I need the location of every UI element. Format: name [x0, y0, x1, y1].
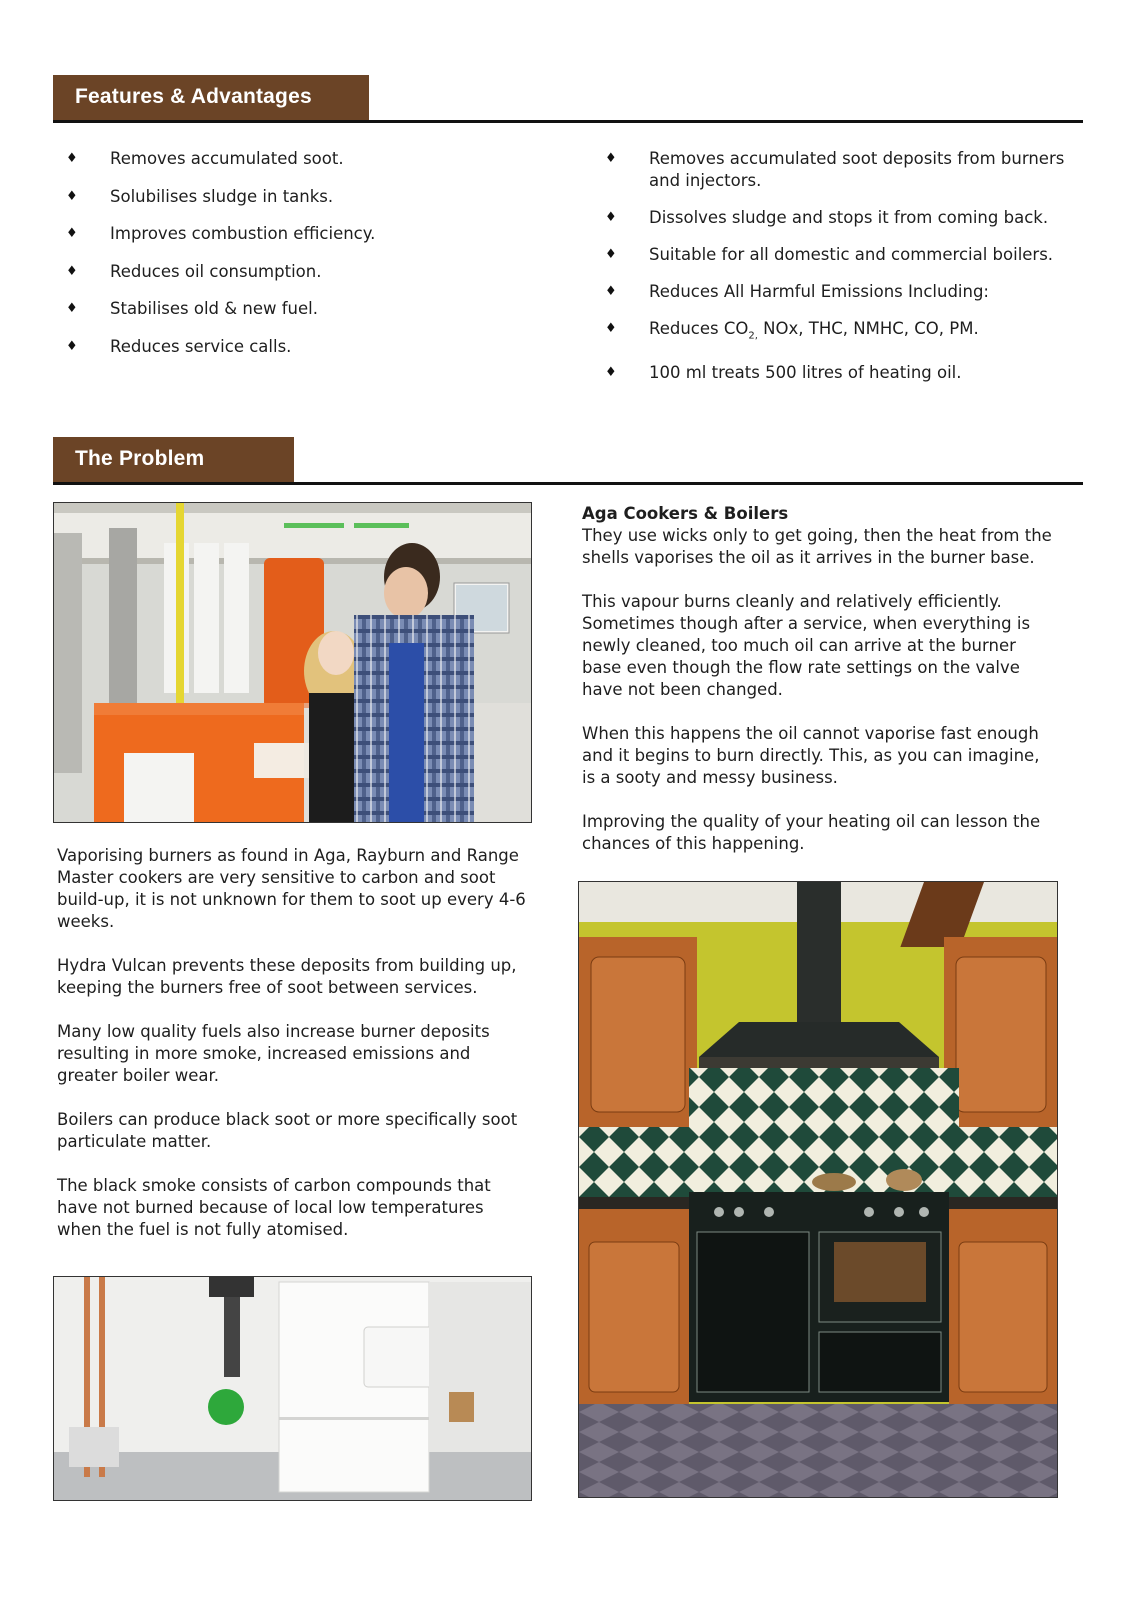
feature-text: 100 ml treats 500 litres of heating oil. [649, 363, 962, 383]
feature-text: Removes accumulated soot. [110, 149, 344, 168]
feature-item [58, 223, 528, 245]
feature-text: Reduces All Harmful Emissions Including: [649, 282, 989, 301]
bullet-diamond-icon: ♦ [605, 284, 617, 299]
features-list-right [597, 148, 1087, 399]
bullet-diamond-icon: ♦ [605, 365, 617, 381]
feature-item [597, 148, 1087, 192]
feature-item [58, 186, 528, 208]
problem-right-text [582, 503, 1052, 877]
features-rule [53, 120, 1083, 123]
bullet-diamond-icon: ♦ [605, 210, 617, 225]
feature-text: Suitable for all domestic and commercial boilers. [649, 245, 1054, 264]
feature-text: Dissolves sludge and stops it from coming back. [649, 208, 1049, 227]
feature-item [58, 298, 528, 320]
feature-text: Solubilises sludge in tanks. [110, 186, 334, 206]
bullet-diamond-icon: ♦ [66, 338, 78, 354]
aga-paragraph: They use wicks only to get going, then the heat from the shells vaporises the oil as it arrives in the burner base. [582, 526, 1052, 567]
aga-cookers-heading: Aga Cookers & Boilers [582, 504, 789, 523]
feature-text: Improves combustion efficiency. [110, 224, 376, 243]
problem-paragraph: Hydra Vulcan prevents these deposits from building up, keeping the burners free of soot between services. [57, 956, 517, 997]
white-boiler-photo [53, 1276, 532, 1501]
problem-paragraph: Vaporising burners as found in Aga, Rayburn and Range Master cookers are very sensitive to carbon and soot build-up, it is not unknown for them to soot up every 4-6 weeks. [57, 846, 526, 931]
bullet-diamond-icon: ♦ [605, 151, 617, 166]
feature-item [58, 336, 528, 358]
problem-left-text [57, 845, 527, 1263]
bullet-diamond-icon: ♦ [66, 188, 78, 204]
bullet-diamond-icon: ♦ [66, 226, 78, 241]
feature-item [597, 207, 1087, 229]
features-list-left [58, 148, 528, 373]
aga-paragraph: When this happens the oil cannot vaporise fast enough and it begins to burn directly. This, as you can imagine, is a sooty and messy business. [582, 724, 1040, 787]
problem-paragraph: The black smoke consists of carbon compounds that have not burned because of local low temperatures when the fuel is not fully atomised. [57, 1176, 491, 1239]
bullet-diamond-icon: ♦ [605, 247, 617, 262]
feature-text: Stabilises old & new fuel. [110, 299, 318, 318]
problem-rule [53, 482, 1083, 485]
feature-text: Reduces service calls. [110, 336, 292, 356]
feature-item [597, 318, 1087, 347]
features-title: Features & Advantages [53, 75, 369, 122]
bullet-diamond-icon: ♦ [605, 321, 617, 336]
boiler-room-photo [53, 502, 532, 823]
problem-paragraph: Many low quality fuels also increase burner deposits resulting in more smoke, increased emissions and greater boiler wear. [57, 1022, 490, 1085]
feature-item [58, 148, 528, 170]
kitchen-range-photo [578, 881, 1058, 1498]
feature-text: Reduces $CO_{2,}$ NOx, THC, NMHC, CO, PM. [649, 319, 979, 342]
bullet-diamond-icon: ♦ [66, 263, 78, 279]
feature-item [597, 281, 1087, 303]
aga-paragraph: This vapour burns cleanly and relatively efficiently. Sometimes though after a service, when everything is newly cleaned, too much oil can arrive at the burner base even though the flow rate settings on the valve have not been changed. [582, 592, 1031, 699]
feature-item [597, 362, 1087, 384]
feature-item [58, 261, 528, 283]
problem-paragraph: Boilers can produce black soot or more specifically soot particulate matter. [57, 1110, 518, 1151]
feature-item [597, 244, 1087, 266]
feature-text: Removes accumulated soot deposits from burners and injectors. [649, 149, 1065, 190]
bullet-diamond-icon: ♦ [66, 151, 78, 166]
feature-text: Reduces oil consumption. [110, 261, 322, 281]
problem-title: The Problem [53, 437, 294, 484]
bullet-diamond-icon: ♦ [66, 301, 78, 316]
aga-paragraph: Improving the quality of your heating oil can lesson the chances of this happening. [582, 812, 1041, 853]
